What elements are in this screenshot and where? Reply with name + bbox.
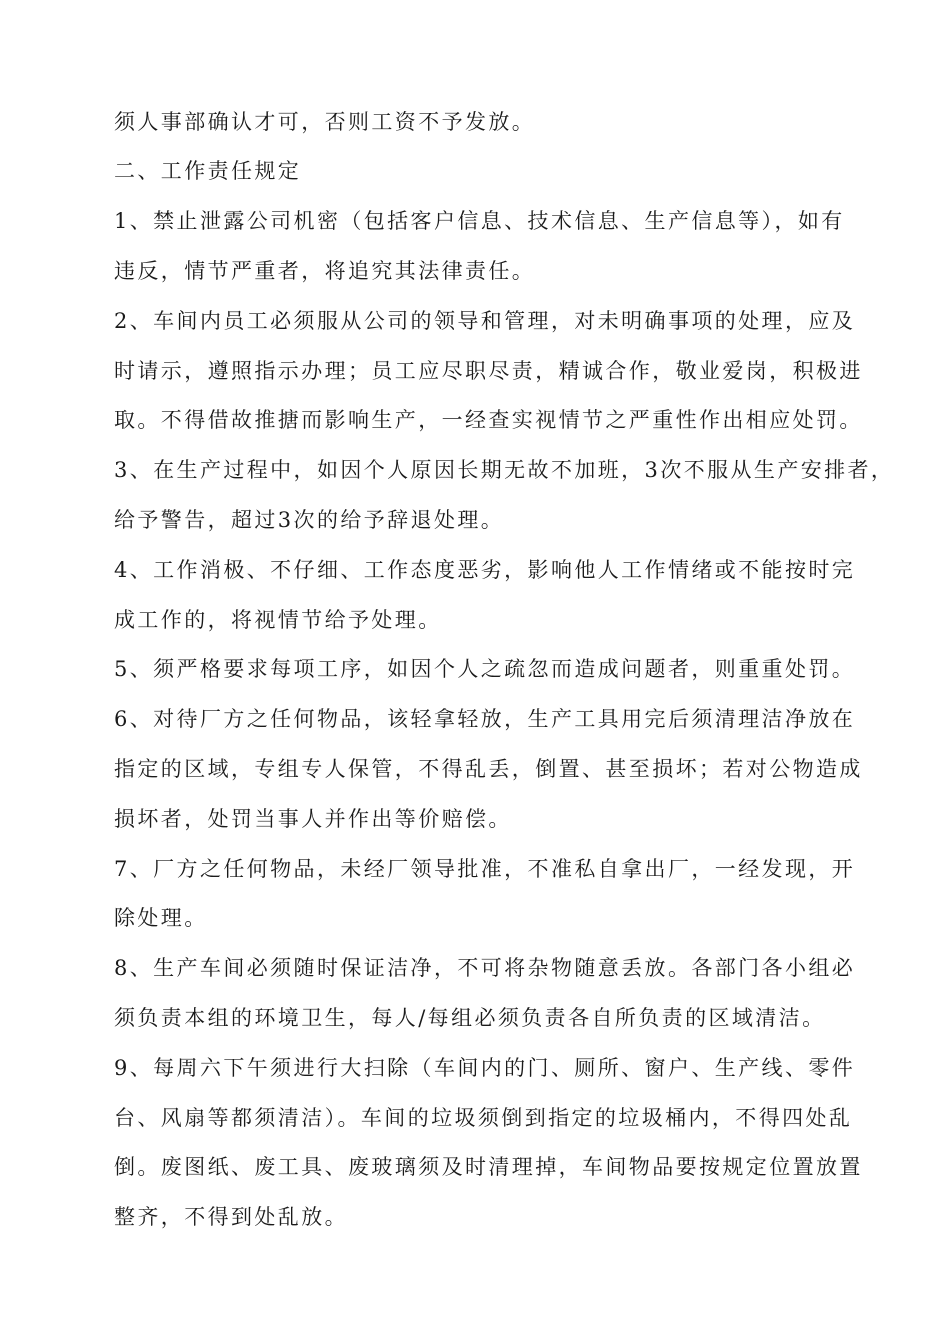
text-line: 指定的区域，专组专人保管，不得乱丢，倒置、甚至损坏；若对公物造成: [114, 757, 863, 781]
text-line: 成工作的，将视情节给予处理。: [114, 608, 442, 632]
text-line: 7、厂方之任何物品，未经厂领导批准，不准私自拿出厂，一经发现，开: [114, 857, 856, 881]
text-line: 台、风扇等都须清洁）。车间的垃圾须倒到指定的垃圾桶内，不得四处乱: [114, 1106, 853, 1130]
text-line: 违反，情节严重者，将追究其法律责任。: [114, 259, 536, 283]
text-line: 8、生产车间必须随时保证洁净，不可将杂物随意丢放。各部门各小组必: [114, 956, 856, 980]
text-line: 倒。废图纸、废工具、废玻璃须及时清理掉，车间物品要按规定位置放置: [114, 1155, 863, 1179]
text-line: 6、对待厂方之任何物品，该轻拿轻放，生产工具用完后须清理洁净放在: [114, 707, 856, 731]
text-line: 整齐，不得到处乱放。: [114, 1205, 348, 1229]
text-line: 3、在生产过程中，如因个人原因长期无故不加班，3次不服从生产安排者，: [114, 458, 895, 482]
text-line: 5、须严格要求每项工序，如因个人之疏忽而造成问题者，则重重处罚。: [114, 657, 856, 681]
text-line: 取。不得借故推搪而影响生产，一经查实视情节之严重性作出相应处罚。: [114, 408, 863, 432]
text-line: 须负责本组的环境卫生，每人/每组必须负责各自所负责的区域清洁。: [114, 1006, 826, 1030]
text-line: 2、车间内员工必须服从公司的领导和管理，对未明确事项的处理，应及: [114, 309, 856, 333]
text-line: 1、禁止泄露公司机密（包括客户信息、技术信息、生产信息等），如有: [114, 209, 845, 233]
text-line: 损坏者，处罚当事人并作出等价赔偿。: [114, 807, 512, 831]
text-line: 除处理。: [114, 906, 208, 930]
text-line: 时请示，遵照指示办理；员工应尽职尽责，精诚合作，敬业爱岗，积极进: [114, 359, 863, 383]
section-heading: 二、工作责任规定: [114, 159, 302, 183]
text-line: 9、每周六下午须进行大扫除（车间内的门、厕所、窗户、生产线、零件: [114, 1056, 856, 1080]
text-line: 给予警告，超过3次的给予辞退处理。: [114, 508, 505, 532]
text-line: 4、工作消极、不仔细、工作态度恶劣，影响他人工作情绪或不能按时完: [114, 558, 856, 582]
text-line: 须人事部确认才可，否则工资不予发放。: [114, 110, 536, 134]
